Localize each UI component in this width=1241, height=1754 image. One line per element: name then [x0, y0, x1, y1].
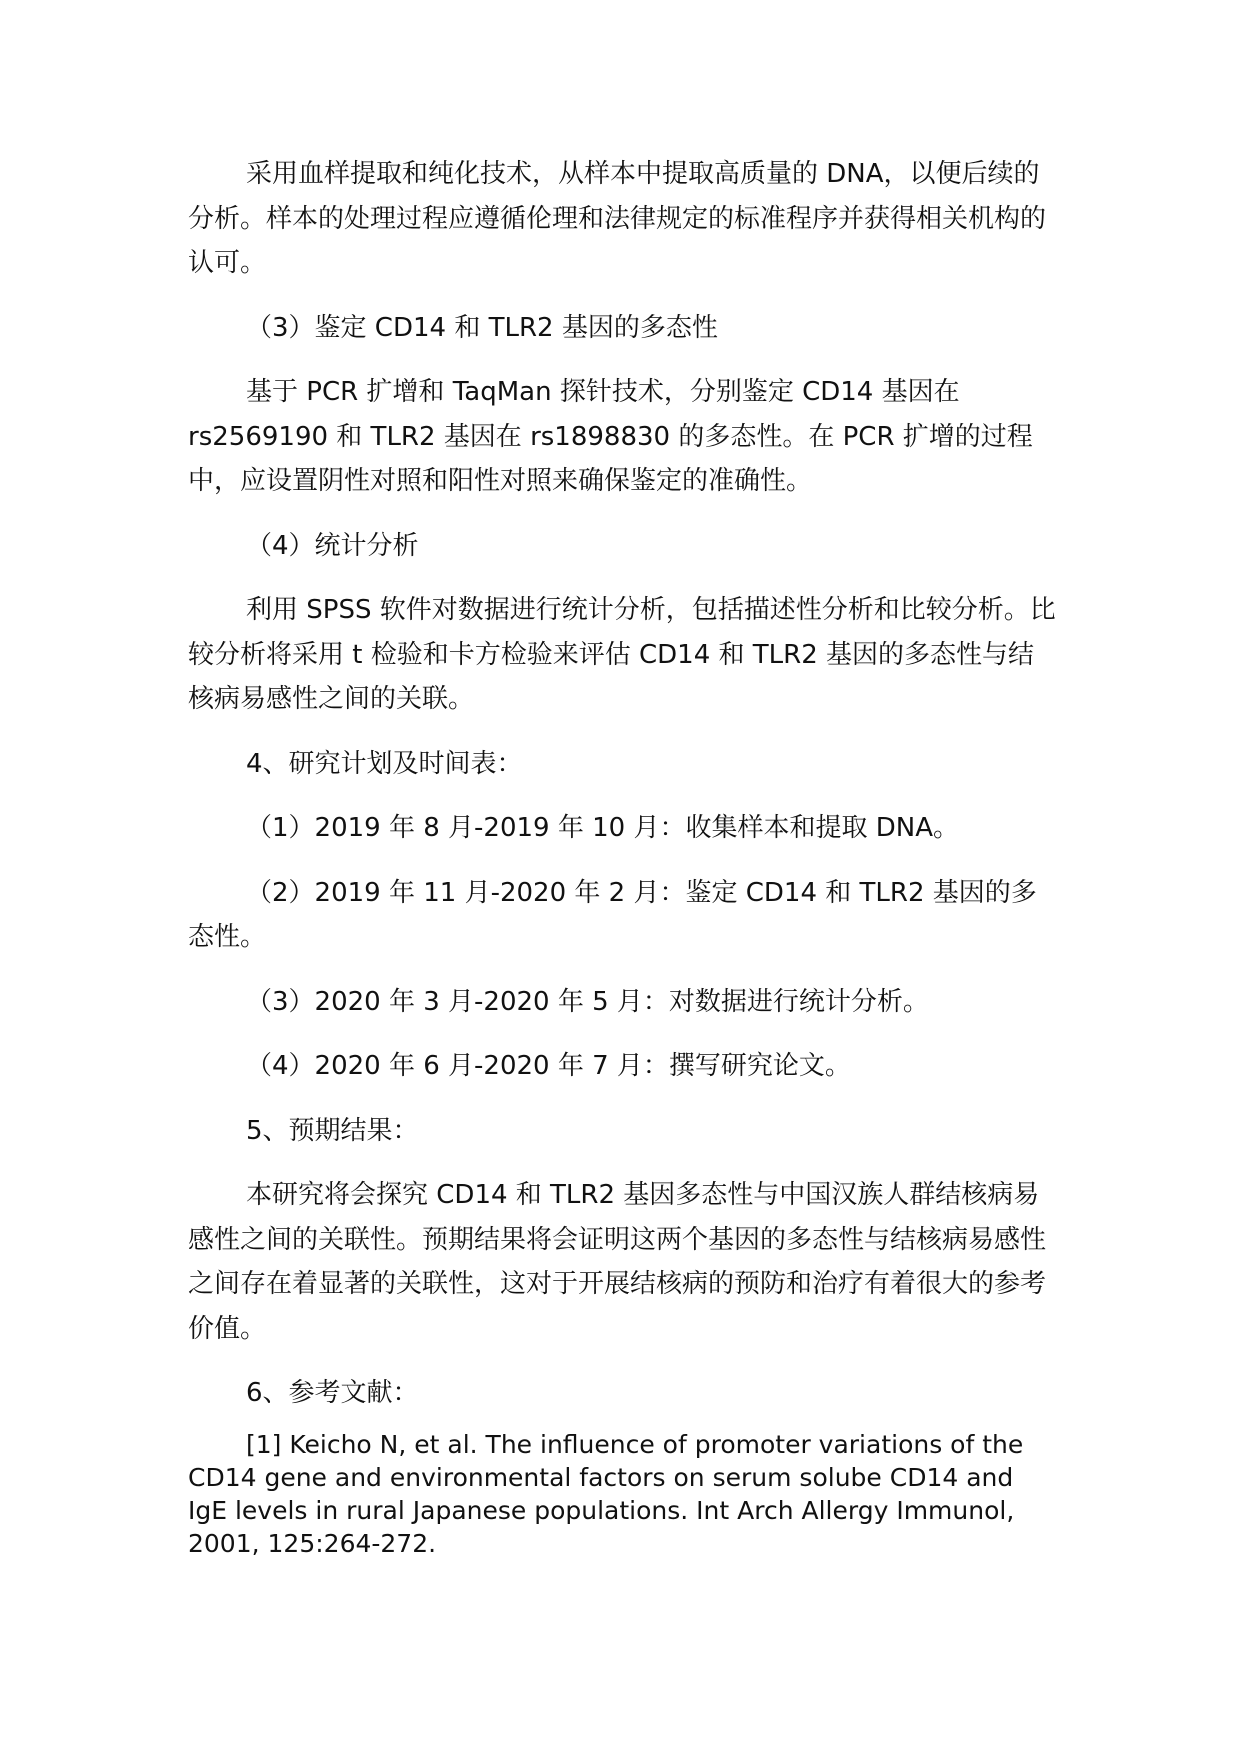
reference-item-1: [1] Keicho N, et al. The influence of promoter variations of the CD14 gene and environmental factors on serum solube CD14 and IgE levels in rural Japanese populations. Int Arch Allergy Immunol, 2001, 125:264-272.: [188, 1429, 1024, 1558]
section-heading-expected-results: 5、预期结果：: [246, 1115, 419, 1146]
spacer: [188, 851, 1058, 871]
spacer: [188, 286, 1058, 306]
paragraph-expected-results: 本研究将会探究 CD14 和 TLR2 基因多态性与中国汉族人群结核病易感性之间的关联性。预期结果将会证明这两个基因的多态性与结核病易感性之间存在着显著的关联性，这对于开展结核病的预防和治疗有着很大的参考价值。: [188, 1180, 1047, 1344]
schedule-item-4: （4）2020 年 6 月-2020 年 7 月：撰写研究论文。: [246, 1051, 851, 1081]
spacer: [188, 786, 1058, 806]
spacer: [188, 1351, 1058, 1371]
spacer: [188, 960, 1058, 980]
subheading-statistics: （4）统计分析: [246, 530, 419, 561]
spacer: [188, 1153, 1058, 1173]
schedule-item-3: （3）2020 年 3 月-2020 年 5 月：对数据进行统计分析。: [246, 986, 929, 1017]
paragraph-statistics: 利用 SPSS 软件对数据进行统计分析，包括描述性分析和比较分析。比较分析将采用 t 检验和卡方检验来评估 CD14 和 TLR2 基因的多态性与结核病易感性之间的关联。: [188, 595, 1056, 714]
spacer: [188, 1024, 1058, 1044]
spacer: [188, 350, 1058, 370]
schedule-item-2: （2）2019 年 11 月-2020 年 2 月：鉴定 CD14 和 TLR2 基因的多态性。: [188, 877, 1037, 952]
document-body: [188, 152, 1058, 1560]
spacer: [188, 722, 1058, 742]
spacer: [188, 504, 1058, 524]
subheading-identify-polymorphism: （3）鉴定 CD14 和 TLR2 基因的多态性: [246, 312, 718, 343]
spacer: [188, 1089, 1058, 1109]
paragraph-sample-processing: 采用血样提取和纯化技术，从样本中提取高质量的 DNA，以便后续的分析。样本的处理过程应遵循伦理和法律规定的标准程序并获得相关机构的认可。: [188, 159, 1047, 278]
schedule-item-1: （1）2019 年 8 月-2019 年 10 月：收集样本和提取 DNA。: [246, 813, 959, 843]
section-heading-schedule: 4、研究计划及时间表：: [246, 748, 523, 779]
spacer: [188, 568, 1058, 588]
spacer: [188, 1416, 1058, 1428]
paragraph-pcr-method: 基于 PCR 扩增和 TaqMan 探针技术，分别鉴定 CD14 基因在 rs2569190 和 TLR2 基因在 rs1898830 的多态性。在 PCR 扩增的过程中，应设置阴性对照和阳性对照来确保鉴定的准确性。: [188, 377, 1033, 496]
section-heading-references: 6、参考文献：: [246, 1378, 419, 1408]
